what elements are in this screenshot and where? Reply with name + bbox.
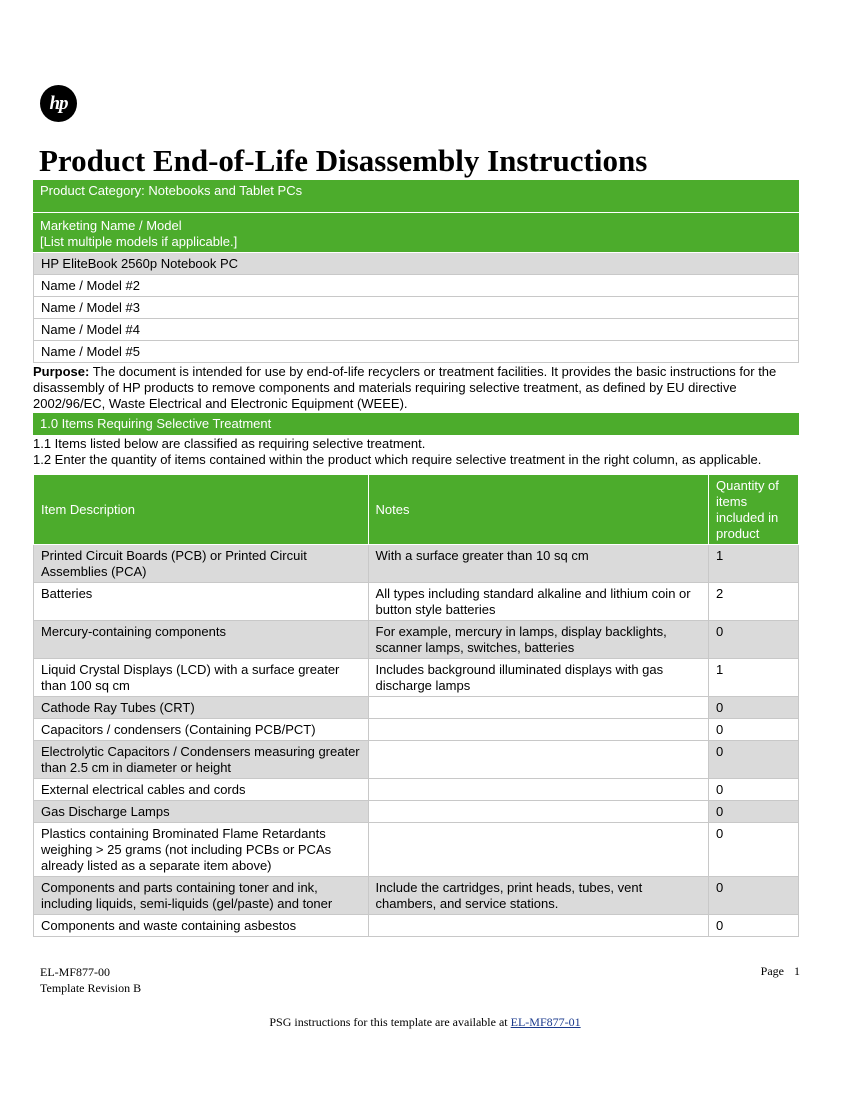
footer-doc-id: EL-MF877-00 (40, 965, 110, 979)
model-row[interactable]: Name / Model #2 (33, 275, 799, 297)
quantity-cell[interactable]: 0 (709, 877, 799, 915)
marketing-name-label: Marketing Name / Model (40, 218, 182, 233)
hp-logo (40, 85, 77, 122)
notes-cell (368, 779, 709, 801)
purpose-text: The document is intended for use by end-of-life recyclers or treatment facilities. It provides the basic instructions for the disassembly of HP products to remove components and materials requiring selective treatment, as defined by EU directive 2002/96/EC, Waste Electrical and Electronic Equipment (WEEE). (33, 364, 777, 411)
table-row (34, 659, 799, 697)
section-title: 1.0 Items Requiring Selective Treatment (33, 413, 799, 435)
footer-page (761, 964, 800, 979)
hp-logo-text: hp (49, 92, 68, 114)
notes-cell (368, 915, 709, 937)
document-title: Product End-of-Life Disassembly Instructions (39, 143, 648, 178)
notes-cell: All types including standard alkaline and lithium coin or button style batteries (368, 583, 709, 621)
quantity-cell[interactable]: 1 (709, 545, 799, 583)
instruction-2: 1.2 Enter the quantity of items contained within the product which require selective treatment in the right column, as applicable. (33, 452, 762, 467)
purpose-label: Purpose: (33, 364, 90, 379)
item-description-cell: Plastics containing Brominated Flame Retardants weighing > 25 grams (not including PCBs or PCAs already listed as a separate item above) (34, 823, 369, 877)
notes-cell (368, 719, 709, 741)
table-row (34, 801, 799, 823)
model-row[interactable]: Name / Model #3 (33, 297, 799, 319)
notes-cell (368, 823, 709, 877)
header-item-description: Item Description (34, 475, 369, 545)
item-description-cell: Capacitors / condensers (Containing PCB/PCT) (34, 719, 369, 741)
quantity-cell[interactable]: 0 (709, 741, 799, 779)
table-header-row (34, 475, 799, 545)
purpose-paragraph (33, 363, 799, 412)
table-row (34, 545, 799, 583)
item-description-cell: Cathode Ray Tubes (CRT) (34, 697, 369, 719)
item-description-cell: Components and parts containing toner and ink, including liquids, semi-liquids (gel/paste) and toner (34, 877, 369, 915)
selective-treatment-table (33, 474, 799, 937)
model-row[interactable]: HP EliteBook 2560p Notebook PC (33, 253, 799, 275)
quantity-cell[interactable]: 0 (709, 779, 799, 801)
page-number: 1 (794, 964, 800, 978)
item-description-cell: Mercury-containing components (34, 621, 369, 659)
footer-doc-info (40, 964, 141, 996)
table-row (34, 621, 799, 659)
notes-cell (368, 741, 709, 779)
table-row (34, 915, 799, 937)
notes-cell: Includes background illuminated displays with gas discharge lamps (368, 659, 709, 697)
item-description-cell: Electrolytic Capacitors / Condensers measuring greater than 2.5 cm in diameter or height (34, 741, 369, 779)
item-description-cell: Liquid Crystal Displays (LCD) with a surface greater than 100 sq cm (34, 659, 369, 697)
notes-cell: Include the cartridges, print heads, tubes, vent chambers, and service stations. (368, 877, 709, 915)
notes-cell (368, 697, 709, 719)
psg-text: PSG instructions for this template are available at (269, 1015, 511, 1029)
quantity-cell[interactable]: 0 (709, 719, 799, 741)
notes-cell: With a surface greater than 10 sq cm (368, 545, 709, 583)
quantity-cell[interactable]: 0 (709, 697, 799, 719)
footer-revision: Template Revision B (40, 981, 142, 995)
model-row[interactable]: Name / Model #5 (33, 341, 799, 363)
table-row (34, 877, 799, 915)
instruction-1: 1.1 Items listed below are classified as requiring selective treatment. (33, 436, 426, 451)
product-category-band: Product Category: Notebooks and Tablet PCs (33, 180, 799, 213)
table-row (34, 583, 799, 621)
notes-cell (368, 801, 709, 823)
table-row (34, 719, 799, 741)
quantity-cell[interactable]: 0 (709, 621, 799, 659)
marketing-name-hint: [List multiple models if applicable.] (40, 234, 238, 249)
table-row (34, 823, 799, 877)
page-label: Page (760, 964, 784, 978)
quantity-cell[interactable]: 0 (709, 823, 799, 877)
form-sheet (33, 180, 799, 937)
header-notes: Notes (368, 475, 709, 545)
notes-cell: For example, mercury in lamps, display backlights, scanner lamps, switches, batteries (368, 621, 709, 659)
psg-link[interactable]: EL-MF877-01 (510, 1015, 581, 1029)
quantity-cell[interactable]: 0 (709, 801, 799, 823)
header-quantity: Quantity of items included in product (709, 475, 799, 545)
quantity-cell[interactable]: 0 (709, 915, 799, 937)
item-description-cell: Batteries (34, 583, 369, 621)
item-description-cell: Printed Circuit Boards (PCB) or Printed Circuit Assemblies (PCA) (34, 545, 369, 583)
item-description-cell: External electrical cables and cords (34, 779, 369, 801)
item-description-cell: Components and waste containing asbestos (34, 915, 369, 937)
item-description-cell: Gas Discharge Lamps (34, 801, 369, 823)
section-instructions (33, 435, 799, 468)
quantity-cell[interactable]: 1 (709, 659, 799, 697)
table-row (34, 697, 799, 719)
table-row (34, 779, 799, 801)
model-row[interactable]: Name / Model #4 (33, 319, 799, 341)
table-row (34, 741, 799, 779)
psg-note (0, 1015, 850, 1030)
quantity-cell[interactable]: 2 (709, 583, 799, 621)
marketing-name-band (33, 213, 799, 253)
